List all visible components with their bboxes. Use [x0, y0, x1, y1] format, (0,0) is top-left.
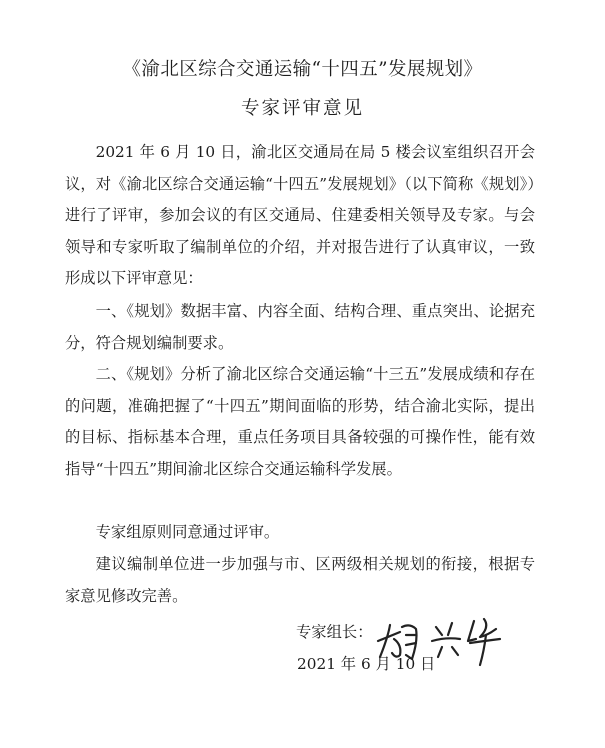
- document-title: 《渝北区综合交通运输“十四五”发展规划》: [122, 59, 483, 80]
- signature-stroke: [406, 635, 416, 645]
- paragraph-text: 2021 年 6 月 10 日，渝北区交通局在局 5 楼会议室组织召开会议，对《渝北区综合交通运输“十四五”发展规划》（以下简称《规划》）进行了评审，参加会议的有区交通局、住建委相关领导及专家。与会领导和专家听取了编制单位的介绍，并对报告进行了认真审议，一致形成以下评审意见：: [65, 143, 535, 288]
- paragraph-suggestion: [65, 549, 535, 612]
- document-date: 2021 年 6 月 10 日: [297, 655, 436, 673]
- paragraph-opinion-one: [65, 296, 535, 359]
- signature-stroke: [438, 647, 458, 657]
- paragraph-meeting-summary: [65, 137, 535, 295]
- signature-stroke: [480, 635, 486, 665]
- signature-stroke: [432, 638, 460, 641]
- paragraph-text: 专家组原则同意通过评审。: [95, 523, 280, 541]
- signature-label: 专家组长：: [296, 623, 373, 641]
- paragraph-text: 一、《规划》数据丰富、内容全面、结构合理、重点突出、论据充分，符合规划编制要求。: [65, 302, 535, 352]
- signature-stroke: [468, 621, 476, 641]
- paragraph-text: 建议编制单位进一步加强与市、区两级相关规划的衔接，根据专家意见修改完善。: [65, 555, 535, 605]
- paragraph-opinion-two: [65, 359, 535, 485]
- paragraph-text: 二、《规划》分析了渝北区综合交通运输“十三五”发展成绩和存在的问题，准确把握了“十四五”期间面临的形势，结合渝北实际，提出的目标、指标基本合理，重点任务项目具备较强的可操作性，能有效指导“十四五”期间渝北区综合交通运输科学发展。: [65, 365, 535, 478]
- document-subtitle: 专家评审意见: [240, 98, 364, 119]
- signature-stroke: [480, 619, 496, 637]
- signature-stroke: [436, 623, 452, 635]
- paragraph-approval: [65, 517, 535, 549]
